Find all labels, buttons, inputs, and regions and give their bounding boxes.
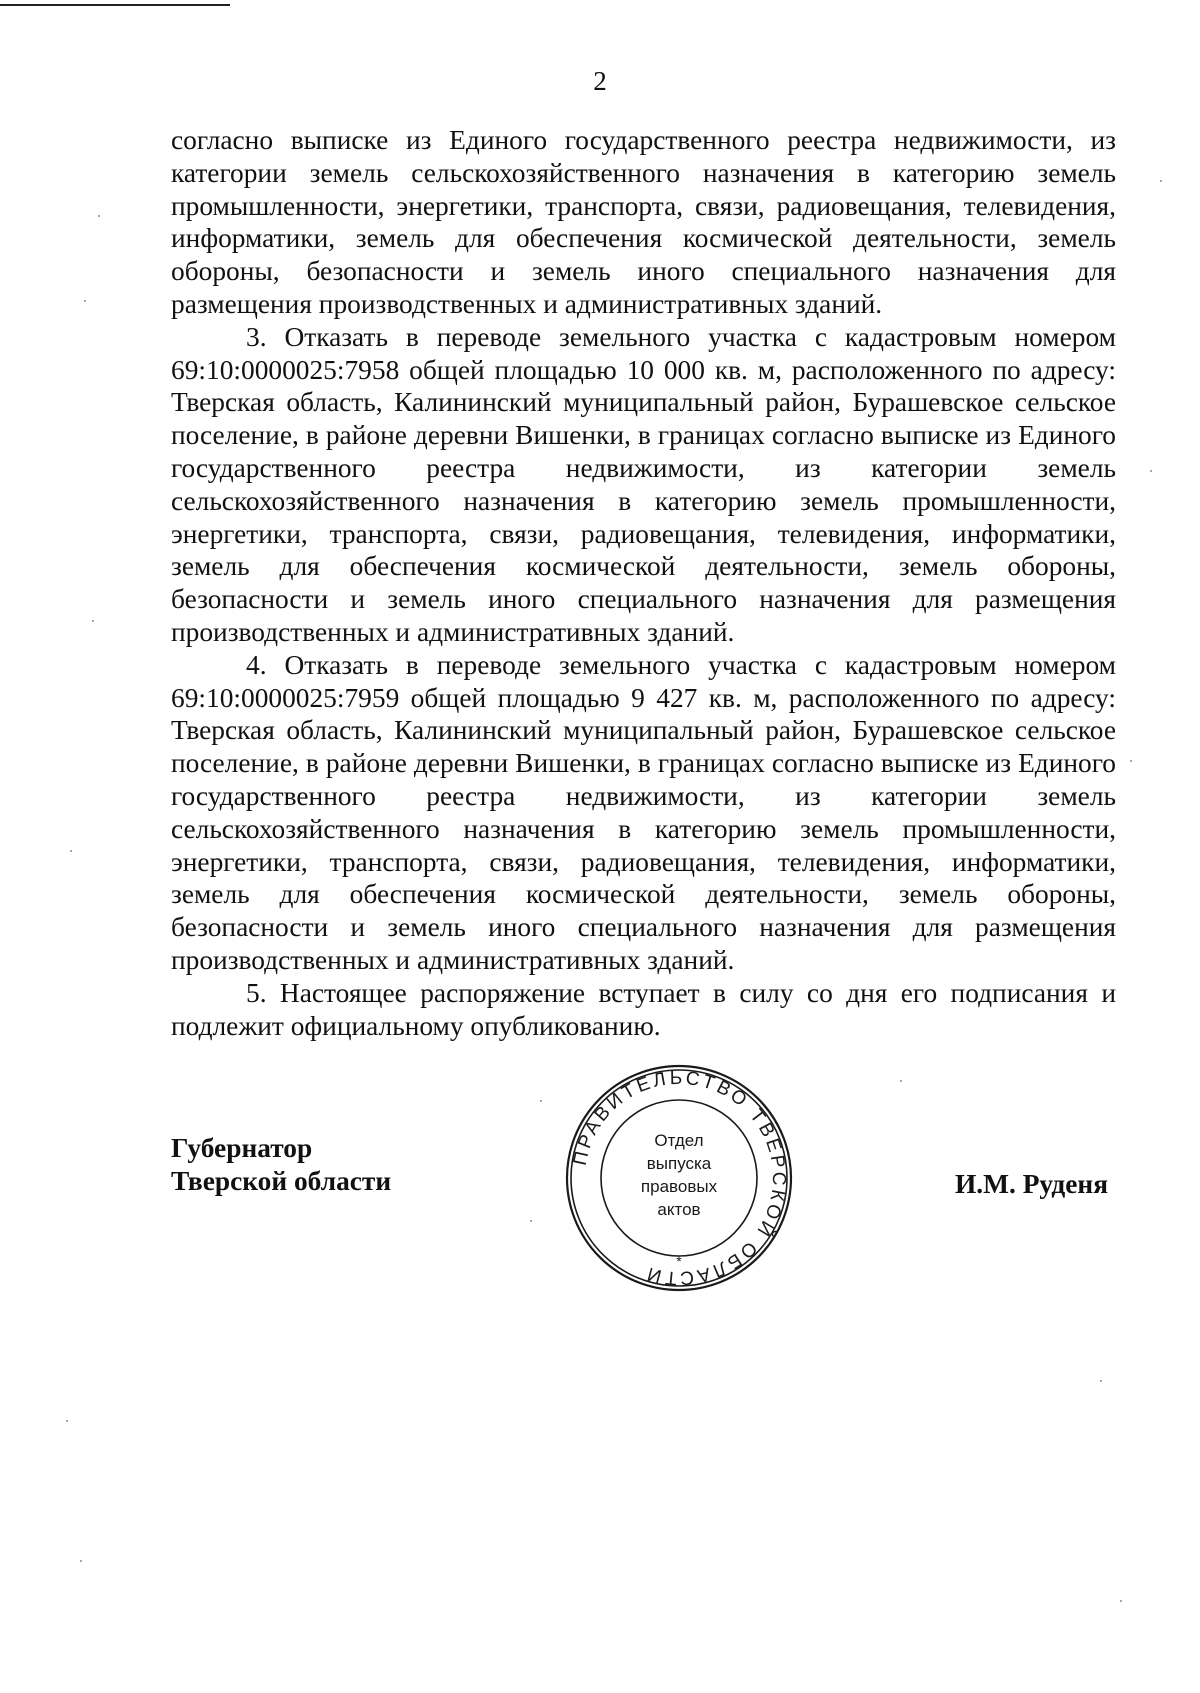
paragraph-item-4: 4. Отказать в переводе земельного участка с кадастровым номером 69:10:0000025:7959 общей площадью 9 427 кв. м, расположенного по адресу: Тверская область, Калининский муниципальный район, Бурашевское сельское поселение, в районе деревни Вишенки, в границах согласно выписке из Единого государственного реестра недвижимости, из категории земель сельскохозяйственного назначения в категорию земель промышленности, энергетики, транспорта, связи, радиовещания, телевидения, информатики, земель для обеспечения космической деятельности, земель обороны, безопасности и земель иного специального назначения для размещения производственных и административных зданий. bbox=[171, 649, 1116, 975]
stamp-ring-text: ПРАВИТЕЛЬСТВО ТВЕРСКОЙ ОБЛАСТИ bbox=[569, 1067, 790, 1289]
page-number: 2 bbox=[593, 66, 607, 96]
scan-speck bbox=[66, 1420, 68, 1422]
signatory-name: И.М. Руденя bbox=[955, 1169, 1109, 1199]
scan-speck bbox=[98, 215, 100, 217]
paragraph-continuation: согласно выписке из Единого государственного реестра недвижимости, из категории земель сельскохозяйственного назначения в категорию земель промышленности, энергетики, транспорта, связи, радиовещания, телевидения, информатики, земель для обеспечения космической деятельности, земель обороны, безопасности и земель иного специального назначения для размещения производственных и административных зданий. bbox=[171, 125, 1116, 319]
scan-speck bbox=[1150, 470, 1152, 472]
signatory-title-line2: Тверской области bbox=[171, 1166, 392, 1196]
scan-speck bbox=[540, 1100, 542, 1102]
scan-speck bbox=[1160, 180, 1162, 182]
official-stamp bbox=[563, 1062, 795, 1294]
paragraph-item-3: 3. Отказать в переводе земельного участка с кадастровым номером 69:10:0000025:7958 общей площадью 10 000 кв. м, расположенного по адресу: Тверская область, Калининский муниципальный район, Бурашевское сельское поселение, в районе деревни Вишенки, в границах согласно выписке из Единого государственного реестра недвижимости, из категории земель сельскохозяйственного назначения в категорию земель промышленности, энергетики, транспорта, связи, радиовещания, телевидения, информатики, земель для обеспечения космической деятельности, земель обороны, безопасности и земель иного специального назначения для размещения производственных и административных зданий. bbox=[171, 321, 1116, 647]
scan-speck bbox=[84, 300, 86, 302]
scan-speck bbox=[1120, 1600, 1122, 1602]
stamp-center-line-2: выпуска bbox=[646, 1154, 712, 1173]
stamp-center-line-4: актов bbox=[657, 1200, 701, 1219]
scan-speck bbox=[1130, 760, 1132, 762]
stamp-center-line-3: правовых bbox=[640, 1177, 718, 1196]
scan-speck bbox=[80, 1560, 82, 1562]
scan-speck bbox=[530, 1220, 532, 1222]
stamp-center-line-1: Отдел bbox=[654, 1131, 704, 1150]
scan-edge-line bbox=[0, 4, 230, 6]
scan-speck bbox=[70, 850, 72, 852]
signatory-title-line1: Губернатор bbox=[171, 1133, 313, 1163]
scan-speck bbox=[92, 620, 94, 622]
document-body bbox=[171, 124, 1116, 1042]
scan-speck bbox=[900, 1080, 902, 1082]
scan-speck bbox=[1100, 1380, 1102, 1382]
stamp-star-icon: * bbox=[676, 1253, 682, 1269]
paragraph-item-5: 5. Настоящее распоряжение вступает в силу со дня его подписания и подлежит официальному опубликованию. bbox=[171, 977, 1116, 1041]
signatory-title bbox=[171, 1132, 391, 1198]
